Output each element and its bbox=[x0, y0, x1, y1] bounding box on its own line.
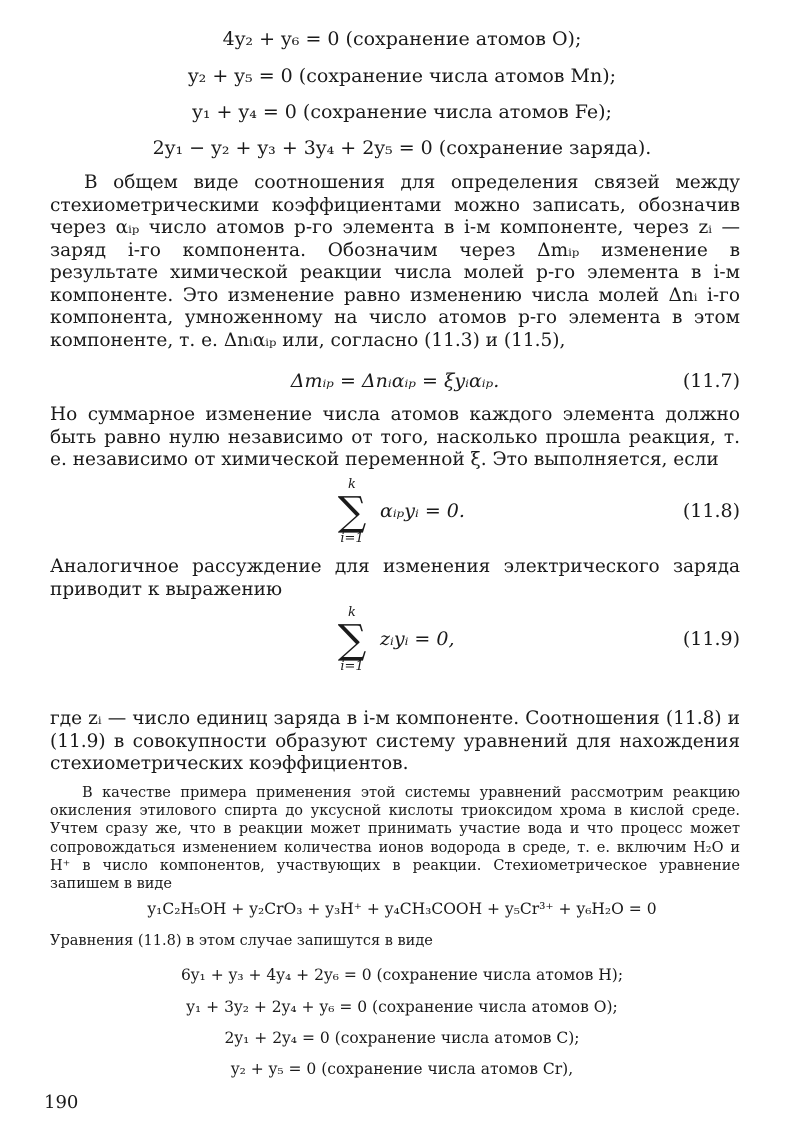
equation-charge-balance: 2y₁ − y₂ + y₃ + 3y₄ + 2y₅ = 0 (сохранение заряда). bbox=[152, 137, 652, 159]
page-number: 190 bbox=[44, 1092, 79, 1113]
equation-chromium-balance: y₂ + y₅ = 0 (сохранение числа атомов Cr), bbox=[230, 1060, 574, 1078]
paragraph-general-relations: В общем виде соотношения для определения связей между стехиометрическими коэффициентами можно записать, обозначив через αᵢₚ число атомов p-го элемента в i-м компоненте, через zᵢ — заряд i-го компонента. Обозначим через Δmᵢₚ изменение в результате химической реакции числа молей p-го элемента в i-м компоненте. Это изменение равно изменению числа молей Δnᵢ i-го компонента, умноженному на число атомов p-го элемента в этом компоненте, т. е. Δnᵢαᵢₚ или, согласно (11.3) и (11.5), bbox=[50, 172, 740, 351]
summation-sign bbox=[332, 606, 372, 674]
summation-lower-limit: i=1 bbox=[340, 659, 364, 674]
summation-lower-limit: i=1 bbox=[340, 531, 364, 546]
equation-hydrogen-balance: 6y₁ + y₃ + 4y₄ + 2y₆ = 0 (сохранение числа атомов H); bbox=[180, 966, 624, 984]
equation-11-9-number: (11.9) bbox=[682, 628, 740, 650]
summation-upper-limit: k bbox=[348, 477, 356, 492]
equation-11-9 bbox=[50, 606, 740, 686]
equation-oxygen-balance: 4y₂ + y₆ = 0 (сохранение атомов O); bbox=[222, 28, 582, 50]
equation-oxygen-balance-2: y₁ + 3y₂ + 2y₄ + y₆ = 0 (сохранение числа атомов O); bbox=[186, 998, 618, 1016]
paragraph-charge-reasoning: Аналогичное рассуждение для изменения электрического заряда приводит к выражению bbox=[50, 556, 740, 600]
paragraph-total-change: Но суммарное изменение числа атомов каждого элемента должно быть равно нулю независимо от того, насколько прошла реакция, т. е. независимо от химической переменной ξ. Это выполняется, если bbox=[50, 404, 740, 470]
equation-11-8 bbox=[50, 478, 740, 558]
reaction-equation: y₁C₂H₅OH + y₂CrO₃ + y₃H⁺ + y₄CH₃COOH + y₅Cr³⁺ + y₆H₂O = 0 bbox=[147, 900, 657, 918]
equation-iron-balance: y₁ + y₄ = 0 (сохранение числа атомов Fe); bbox=[192, 101, 612, 123]
sigma-icon: ∑ bbox=[337, 617, 367, 663]
example-paragraph: В качестве примера применения этой системы уравнений рассмотрим реакцию окисления этилового спирта до уксусной кислоты триоксидом хрома в кислой среде. Учтем сразу же, что в реакции может принимать участие вода и что процесс может сопровождаться изменением количества ионов водорода в среде, т. е. включим H₂O и H⁺ в число компонентов, участвующих в реакции. Стехиометрическое уравнение запишем в виде bbox=[50, 785, 740, 893]
equation-11-8-number: (11.8) bbox=[682, 500, 740, 522]
sigma-icon: ∑ bbox=[337, 489, 367, 535]
summation-upper-limit: k bbox=[348, 605, 356, 620]
equation-11-8-body: αᵢₚyᵢ = 0. bbox=[380, 500, 465, 522]
summation-sign bbox=[332, 478, 372, 546]
equation-11-7-formula: Δmᵢₚ = Δnᵢαᵢₚ = ξyᵢαᵢₚ. bbox=[290, 370, 500, 392]
equation-manganese-balance: y₂ + y₅ = 0 (сохранение числа атомов Mn); bbox=[187, 65, 617, 87]
example-intro: Уравнения (11.8) в этом случае запишутся в виде bbox=[50, 933, 433, 949]
paragraph-system-of-equations: где zᵢ — число единиц заряда в i-м компоненте. Соотношения (11.8) и (11.9) в совокупности образуют систему уравнений для нахождения стехиометрических коэффициентов. bbox=[50, 708, 740, 774]
equation-carbon-balance: 2y₁ + 2y₄ = 0 (сохранение числа атомов C); bbox=[224, 1029, 580, 1047]
equation-11-7-number: (11.7) bbox=[682, 370, 740, 392]
equation-11-9-body: zᵢyᵢ = 0, bbox=[380, 628, 455, 650]
